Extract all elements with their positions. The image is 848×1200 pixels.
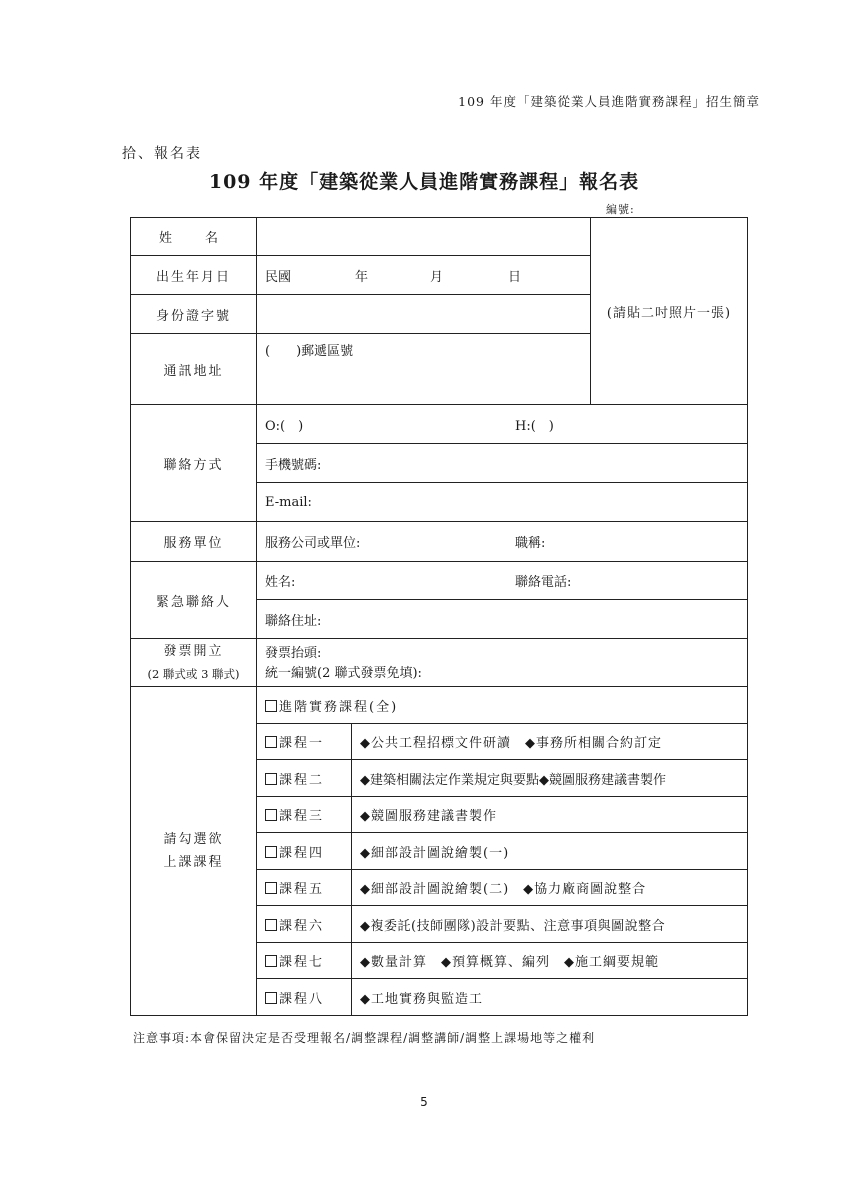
course-option[interactable] [257,870,352,906]
id-label: 身份證字號 [131,295,257,334]
address-hint: ( )郵遞區號 [265,344,354,359]
notes: 注意事項:本會保留決定是否受理報名/調整課程/調整講師/調整上課場地等之權利 [133,1031,596,1045]
address-label: 通訊地址 [131,334,257,405]
checkbox-icon[interactable] [265,700,277,712]
form-title: 109 年度「建築從業人員進階實務課程」報名表 [208,171,640,193]
course-option[interactable] [257,906,352,943]
name-input-cell[interactable] [257,218,591,256]
course-option[interactable] [257,724,352,760]
emergency-name-label: 姓名: [265,575,296,590]
course-name: 課程一 [279,736,325,751]
course-name: 課程八 [279,991,325,1007]
checkbox-icon[interactable] [265,992,277,1004]
course-name: 課程三 [279,809,325,824]
checkbox-icon[interactable] [265,773,277,785]
checkbox-icon[interactable] [265,846,277,858]
course-option[interactable] [257,943,352,979]
id-input-cell[interactable] [257,295,591,334]
course-description: ◆建築相關法定作業規定與要點◆競圖服務建議書製作 [352,760,748,797]
photo-hint: (請貼二吋照片一張) [606,305,732,321]
checkbox-icon[interactable] [265,955,277,967]
invoice-label: 發票開立 [163,643,224,659]
course-description: ◆數量計算 ◆預算概算、編列 ◆施工綱要規範 [352,943,748,979]
email-label: E-mail: [265,494,312,510]
office-phone-label: O:( ) [265,418,304,434]
invoice-tax-id-label: 統一編號(2 聯式發票免填): [265,665,422,681]
invoice-type-hint: (2 聯式或 3 聯式) [147,666,240,681]
birth-month: 月 [430,269,444,285]
course-description: ◆競圖服務建議書製作 [352,797,748,833]
invoice-label-cell [131,639,257,687]
name-label: 姓 名 [131,218,257,256]
employer-label: 服務單位 [131,522,257,562]
full-program-label: 進階實務課程(全) [279,699,399,715]
company-label: 服務公司或單位: [265,536,361,551]
birth-year: 年 [355,269,369,285]
course-description: ◆公共工程招標文件研讀 ◆事務所相關合約訂定 [352,724,748,760]
page-number: 5 [420,1095,428,1109]
invoice-input-cell[interactable] [257,639,748,687]
contact-label: 聯絡方式 [131,405,257,522]
mobile-label: 手機號碼: [265,457,322,473]
employer-input-cell[interactable] [257,522,748,562]
course-name: 課程二 [279,772,325,788]
running-header: 109 年度「建築從業人員進階實務課程」招生簡章 [458,94,760,109]
full-program-option[interactable] [257,687,748,724]
course-option[interactable] [257,979,352,1016]
course-option[interactable] [257,760,352,797]
course-name: 課程四 [279,845,325,861]
course-name: 課程五 [279,882,325,897]
course-label-line2: 上課課程 [163,855,224,870]
course-label-line1: 請勾選欲 [163,832,224,847]
course-name: 課程六 [279,918,325,934]
registration-form-table [130,217,748,1016]
job-title-label: 職稱: [515,536,546,551]
address-input-cell[interactable] [257,334,591,405]
course-description: ◆複委託(技師團隊)設計要點、注意事項與圖說整合 [352,906,748,943]
invoice-heading-label: 發票抬頭: [265,645,322,661]
birth-input-cell[interactable] [257,256,591,295]
emergency-contact-label: 緊急聯絡人 [131,562,257,639]
checkbox-icon[interactable] [265,919,277,931]
checkbox-icon[interactable] [265,882,277,894]
mobile-input-cell[interactable] [257,444,748,483]
phone-input-cell[interactable] [257,405,748,444]
course-description: ◆細部設計圖說繪製(一) [352,833,748,870]
birth-label: 出生年月日 [131,256,257,295]
birth-era: 民國 [265,269,292,285]
course-description: ◆細部設計圖說繪製(二) ◆協力廠商圖說整合 [352,870,748,906]
checkbox-icon[interactable] [265,809,277,821]
emergency-address-cell[interactable] [257,600,748,639]
section-label: 拾、報名表 [122,146,202,162]
course-option[interactable] [257,797,352,833]
emergency-phone-label: 聯絡電話: [515,575,572,590]
photo-area[interactable] [591,218,748,405]
emergency-address-label: 聯絡住址: [265,613,322,629]
serial-number-label: 編號: [606,203,635,216]
course-selection-label [131,687,257,1016]
course-option[interactable] [257,833,352,870]
course-name: 課程七 [279,955,325,970]
email-input-cell[interactable] [257,483,748,522]
home-phone-label: H:( ) [515,418,554,434]
checkbox-icon[interactable] [265,736,277,748]
birth-day: 日 [508,269,522,285]
emergency-name-cell[interactable] [257,562,748,600]
course-description: ◆工地實務與監造工 [352,979,748,1016]
